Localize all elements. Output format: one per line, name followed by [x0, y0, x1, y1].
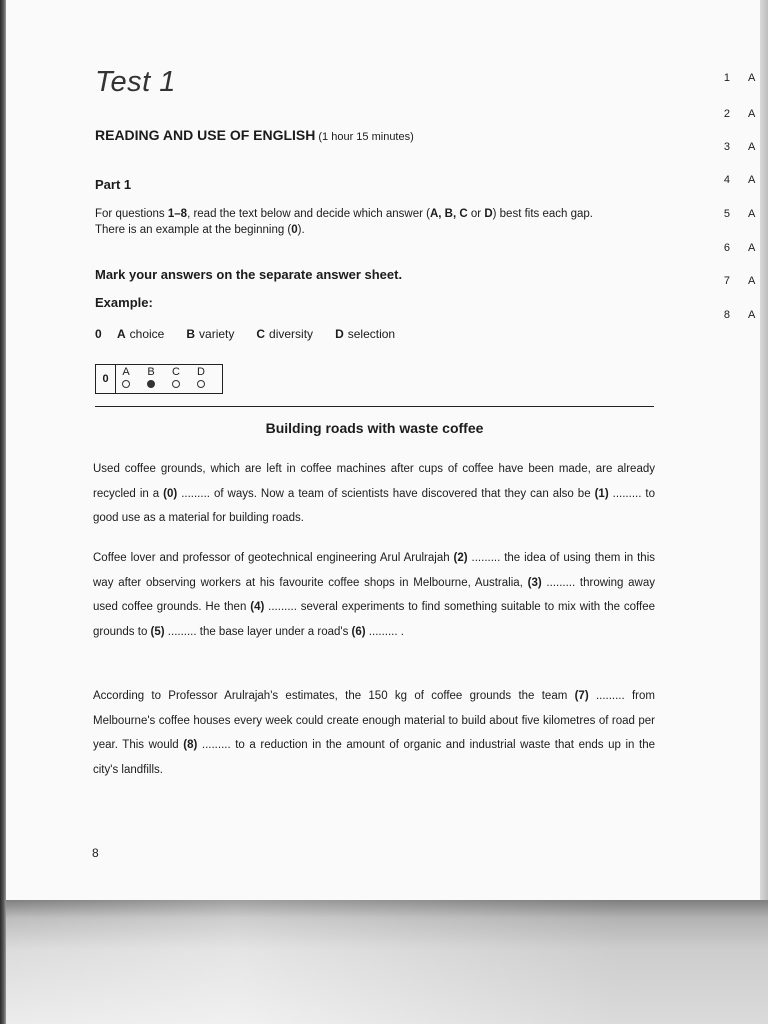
- bubble-icon: [197, 380, 205, 388]
- instructions-text: , read the text below and decide which answer (: [187, 208, 430, 220]
- example-options: [95, 327, 417, 341]
- margin-item: 2 A: [723, 108, 756, 120]
- gap-5: (5): [150, 625, 165, 638]
- example-ref: 0: [291, 224, 298, 236]
- text-title: Building roads with waste coffee: [265, 420, 484, 436]
- test-title: Test 1: [95, 66, 176, 98]
- paragraph-1: Used coffee grounds, which are left in coffee machines after cups of coffee have been made, are already recycled in a (0) ......... of ways. Now a team of scientists have discovered that they can also be (1) ......... to good use as a material for building roads.: [93, 463, 655, 524]
- question-range: 1–8: [167, 208, 188, 220]
- margin-item: 6 A: [723, 242, 756, 254]
- answer-bubble-a: A: [122, 366, 130, 393]
- instructions-text: ).: [297, 224, 305, 236]
- example-option-b: B variety: [186, 327, 235, 341]
- gap-0: (0): [163, 487, 178, 500]
- margin-item: 5 A: [723, 208, 756, 220]
- answer-bubble-c: C: [172, 366, 180, 393]
- example-option-c: C diversity: [256, 327, 314, 341]
- section-heading: [95, 127, 414, 143]
- section-heading-text: READING AND USE OF ENGLISH: [95, 127, 316, 143]
- answer-bubble-b: B: [147, 366, 155, 393]
- bubble-icon: [172, 380, 180, 388]
- answer-options: A, B, C: [429, 208, 468, 220]
- margin-item: 8 A: [723, 309, 756, 321]
- mark-answers-note: Mark your answers on the separate answer sheet.: [95, 267, 403, 282]
- answer-option-d: D: [484, 208, 493, 220]
- gap-1: (1): [594, 487, 609, 500]
- scan-shadow: [0, 900, 768, 1024]
- gap-6: (6): [351, 625, 366, 638]
- example-option-d: D selection: [335, 327, 396, 341]
- margin-item: 7 A: [723, 275, 756, 287]
- example-number: 0: [95, 327, 102, 341]
- section-duration: (1 hour 15 minutes): [318, 131, 414, 143]
- answer-box-letters: [116, 365, 205, 393]
- book-binding: [0, 0, 6, 1024]
- gap-7: (7): [574, 690, 589, 702]
- gap-3: (3): [527, 576, 542, 589]
- gap-2: (2): [453, 552, 468, 564]
- paragraph-3: According to Professor Arulrajah's estimates, the 150 kg of coffee grounds the team (7) ......... from Melbourne's coffee houses every week could create enough material to build about five kilometres of road per year. This would (8) ......... to a reduction in the amount of organic and industrial waste that ends up in the city's landfills.: [93, 690, 655, 776]
- bubble-filled-icon: [147, 380, 155, 388]
- answer-bubble-d: D: [197, 366, 205, 393]
- bubble-icon: [122, 380, 130, 388]
- instructions-text: or: [467, 208, 485, 220]
- instructions-text: For questions: [95, 208, 168, 220]
- gap-8: (8): [183, 739, 198, 751]
- divider: [95, 406, 654, 407]
- instructions: [95, 206, 665, 238]
- margin-item: 4 A: [723, 174, 756, 186]
- paragraph-2: Coffee lover and professor of geotechnical engineering Arul Arulrajah (2) ......... the idea of using them in this way after observing workers at his favourite coffee shops in Melbourne, Australia, (3) ......... throwing away used coffee grounds. He then (4) ......... several experiments to find something suitable to mix with the coffee grounds to (5) ......... the base layer under a road's (6) ......... .: [93, 552, 656, 638]
- gap-4: (4): [250, 601, 265, 613]
- margin-item: 3 A: [723, 141, 756, 153]
- example-option-a: A choice: [117, 327, 165, 341]
- example-answer-box: [95, 364, 223, 394]
- instructions-text: There is an example at the beginning (: [95, 224, 292, 236]
- facing-page-edge: [760, 0, 768, 902]
- part-title: Part 1: [95, 177, 132, 192]
- margin-item: 1 A: [723, 72, 756, 84]
- instructions-text: ) best fits each gap.: [492, 208, 593, 220]
- example-label: Example:: [95, 295, 153, 310]
- page-number: 8: [92, 846, 99, 860]
- answer-box-number: 0: [96, 365, 116, 393]
